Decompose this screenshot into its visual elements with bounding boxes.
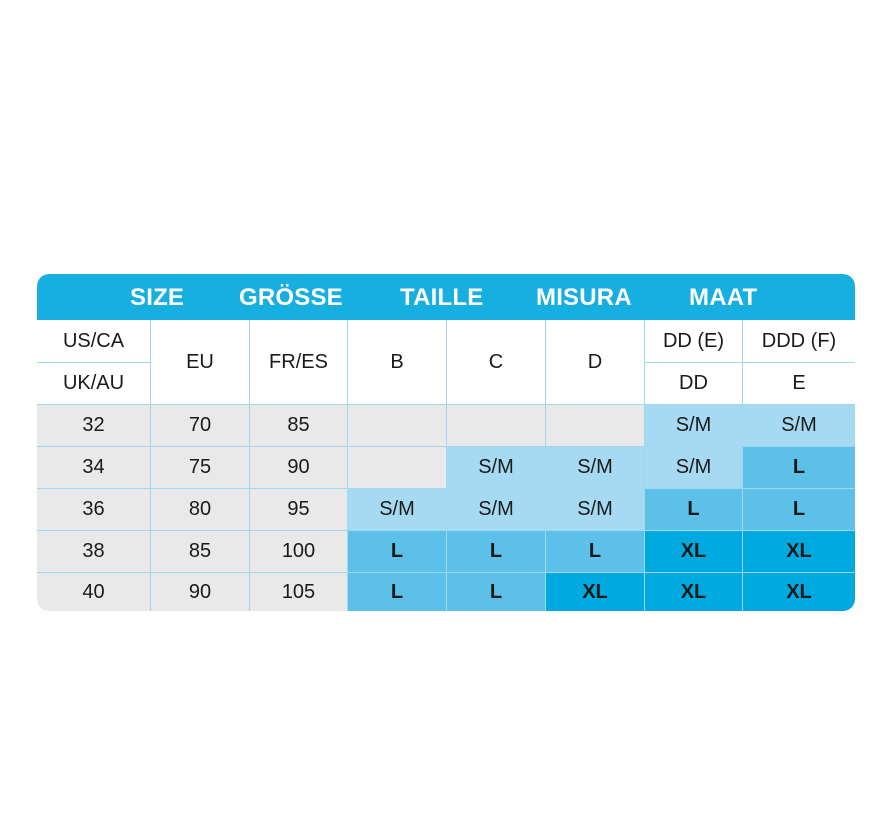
banner-groesse: GRÖSSE — [239, 284, 343, 311]
header-cup-d: D — [546, 321, 644, 404]
size-cell-d: XL — [546, 573, 644, 611]
grid-line — [249, 320, 250, 611]
header-cup-b: B — [348, 321, 446, 404]
banner-taille: TAILLE — [400, 284, 484, 311]
size-cell-d: L — [546, 531, 644, 572]
size-cell-ddd: L — [743, 489, 855, 530]
banner-size: SIZE — [130, 284, 185, 311]
size-cell-ddd: S/M — [743, 405, 855, 446]
size-cell-b: S/M — [348, 489, 446, 530]
language-banner — [37, 274, 855, 320]
fr-es-cell: 100 — [250, 531, 347, 572]
banner-maat: MAAT — [689, 284, 758, 311]
banner-misura: MISURA — [536, 284, 632, 311]
header-cup-c: C — [447, 321, 545, 404]
eu-cell: 90 — [151, 573, 249, 611]
grid-line — [150, 320, 151, 611]
size-cell-c: S/M — [447, 447, 545, 488]
size-cell-ddd: XL — [743, 531, 855, 572]
size-cell-dd: L — [645, 489, 742, 530]
header-us-ca: US/CA — [37, 321, 150, 362]
grid-line — [37, 362, 150, 363]
band-cell: 40 — [37, 573, 150, 611]
band-cell: 32 — [37, 405, 150, 446]
header-fr-es: FR/ES — [250, 321, 347, 404]
header-cup-ddd-us: DDD (F) — [743, 321, 855, 362]
size-cell-b: L — [348, 531, 446, 572]
header-cup-dd-us: DD (E) — [645, 321, 742, 362]
grid-line — [37, 530, 855, 531]
fr-es-cell: 85 — [250, 405, 347, 446]
grid-line — [37, 572, 855, 573]
eu-cell: 85 — [151, 531, 249, 572]
size-cell-b — [348, 447, 446, 488]
size-cell-c: L — [447, 573, 545, 611]
grid-line — [446, 320, 447, 611]
header-eu: EU — [151, 321, 249, 404]
band-cell: 38 — [37, 531, 150, 572]
size-cell-c: L — [447, 531, 545, 572]
grid-line — [545, 320, 546, 611]
grid-line — [644, 320, 645, 611]
fr-es-cell: 95 — [250, 489, 347, 530]
fr-es-cell: 90 — [250, 447, 347, 488]
size-cell-ddd: XL — [743, 573, 855, 611]
size-cell-dd: XL — [645, 573, 742, 611]
size-cell-d: S/M — [546, 447, 644, 488]
fr-es-cell: 105 — [250, 573, 347, 611]
eu-cell: 75 — [151, 447, 249, 488]
size-cell-ddd: L — [743, 447, 855, 488]
size-cell-b — [348, 405, 446, 446]
size-cell-d: S/M — [546, 489, 644, 530]
header-cup-dd-uk: DD — [645, 363, 742, 404]
band-cell: 36 — [37, 489, 150, 530]
size-cell-dd: XL — [645, 531, 742, 572]
size-cell-c — [447, 405, 545, 446]
grid-line — [37, 488, 855, 489]
header-uk-au: UK/AU — [37, 363, 150, 404]
size-cell-dd: S/M — [645, 447, 742, 488]
size-cell-dd: S/M — [645, 405, 742, 446]
band-cell: 34 — [37, 447, 150, 488]
grid-line — [37, 446, 855, 447]
size-cell-c: S/M — [447, 489, 545, 530]
size-cell-d — [546, 405, 644, 446]
header-cup-e-uk: E — [743, 363, 855, 404]
grid-line — [347, 320, 348, 611]
size-cell-b: L — [348, 573, 446, 611]
eu-cell: 80 — [151, 489, 249, 530]
grid-line — [742, 320, 743, 611]
grid-line — [37, 404, 855, 405]
eu-cell: 70 — [151, 405, 249, 446]
grid-line — [644, 362, 855, 363]
size-chart — [37, 274, 855, 611]
